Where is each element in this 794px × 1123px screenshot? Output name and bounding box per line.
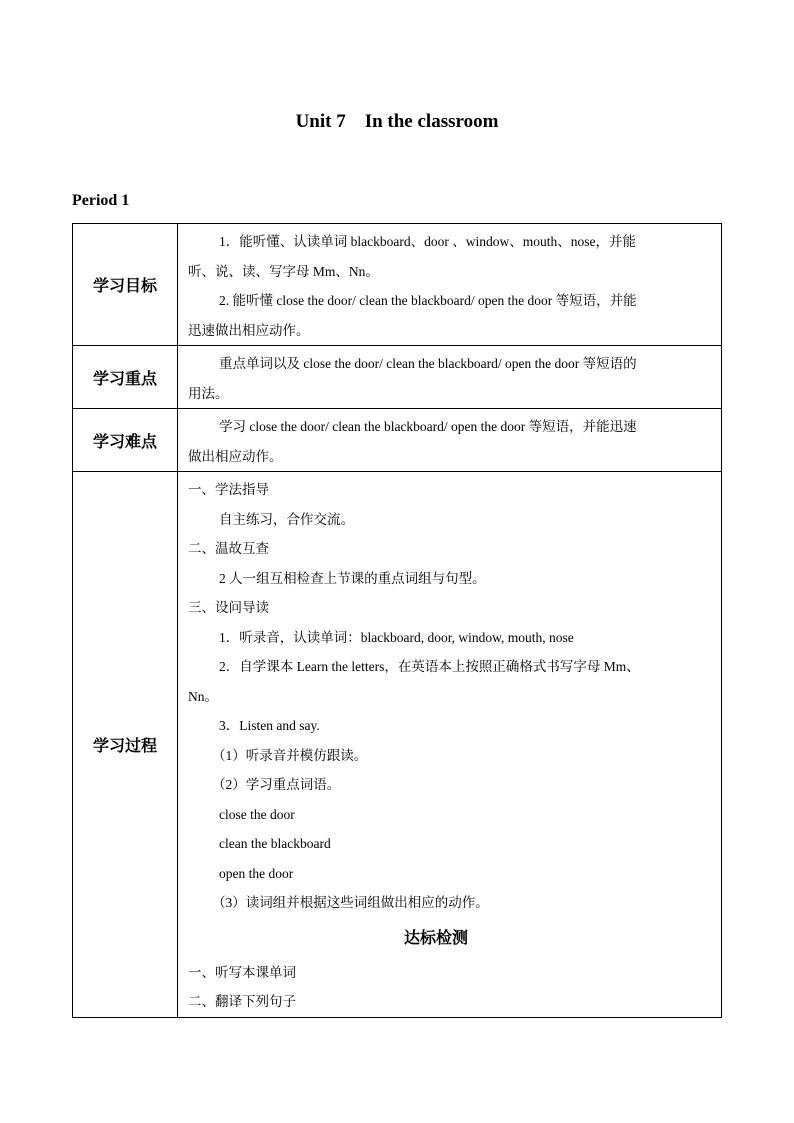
check-section-title: 达标检测 bbox=[403, 927, 468, 947]
goal-line: 2. 能听懂 close the door/ clean the blackboard/ open the door 等短语，并能 bbox=[219, 293, 637, 308]
section-heading: 三、设问导读 bbox=[188, 600, 269, 615]
section-heading: 二、温故互查 bbox=[188, 541, 269, 556]
difficulty-line: 做出相应动作。 bbox=[188, 448, 283, 464]
section-body: 2 人一组互相检查上节课的重点词组与句型。 bbox=[219, 570, 486, 586]
sub-step: （2）学习重点词语。 bbox=[212, 777, 341, 792]
table-row-key-points bbox=[73, 346, 722, 409]
document-title: Unit 7 In the classroom bbox=[295, 111, 499, 132]
row-label-process: 学习过程 bbox=[73, 472, 178, 1018]
lesson-plan-table bbox=[72, 223, 722, 1018]
step-item: 1．听录音，认读单词：blackboard, door, window, mouth, nose bbox=[219, 629, 574, 645]
row-label-goals: 学习目标 bbox=[73, 224, 178, 346]
goal-line: 1．能听懂、认读单词 blackboard、door 、window、mouth、nose，并能 bbox=[219, 234, 636, 249]
table-row-difficulties bbox=[73, 409, 722, 472]
phrase: clean the blackboard bbox=[219, 836, 331, 851]
row-content-difficulties bbox=[178, 409, 722, 472]
step-item: 3．Listen and say. bbox=[219, 718, 320, 733]
key-point-line: 用法。 bbox=[188, 385, 229, 401]
step-item-continued: Nn。 bbox=[188, 688, 218, 704]
phrase: close the door bbox=[219, 806, 295, 822]
sub-step: （1）听录音并模仿跟读。 bbox=[212, 747, 368, 763]
row-label-difficulties: 学习难点 bbox=[73, 409, 178, 472]
step-item: 2．自学课本 Learn the letters，在英语本上按照正确格式书写字母 Mm、 bbox=[219, 659, 640, 674]
section-heading: 一、学法指导 bbox=[188, 482, 269, 497]
row-label-key-points: 学习重点 bbox=[73, 346, 178, 409]
difficulty-line: 学习 close the door/ clean the blackboard/ open the door 等短语，并能迅速 bbox=[219, 419, 637, 434]
phrase: open the door bbox=[219, 865, 294, 881]
goal-line: 迅速做出相应动作。 bbox=[188, 322, 310, 338]
key-point-line: 重点单词以及 close the door/ clean the blackboard/ open the door 等短语的 bbox=[219, 356, 637, 371]
goal-line: 听、说、读、写字母 Mm、Nn。 bbox=[188, 263, 379, 279]
table-row-goals bbox=[73, 224, 722, 346]
section-body: 自主练习，合作交流。 bbox=[219, 511, 354, 527]
check-item: 二、翻译下列句子 bbox=[188, 994, 296, 1009]
check-item: 一、听写本课单词 bbox=[188, 964, 296, 980]
row-content-key-points bbox=[178, 346, 722, 409]
row-content-process bbox=[178, 472, 722, 1018]
period-heading: Period 1 bbox=[72, 192, 130, 209]
sub-step: （3）读词组并根据这些词组做出相应的动作。 bbox=[212, 895, 489, 910]
row-content-goals bbox=[178, 224, 722, 346]
table-row-process bbox=[73, 472, 722, 1018]
